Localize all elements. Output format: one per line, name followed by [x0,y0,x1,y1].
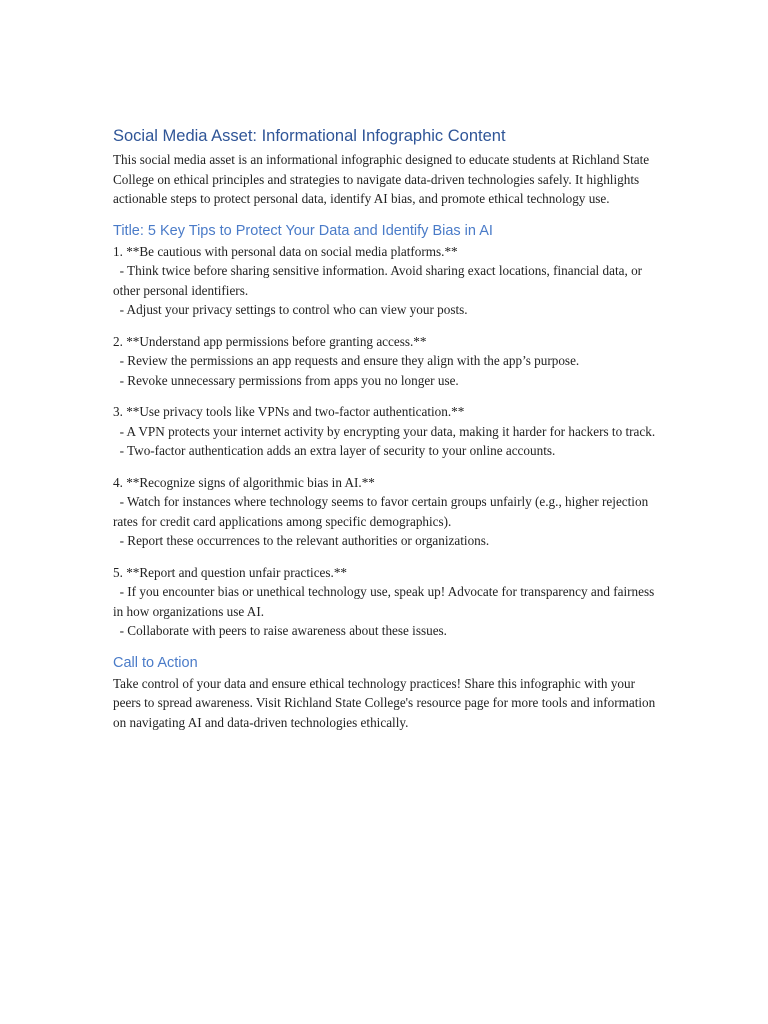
cta-title: Call to Action [113,654,198,671]
tip-point: - If you encounter bias or unethical technology use, speak up! Advocate for transparency and fairness in how organizations use AI. [113,584,655,619]
tip-point: - Collaborate with peers to raise awareness about these issues. [113,623,447,638]
tip-item [113,402,658,461]
tip-point: - Report these occurrences to the relevant authorities or organizations. [113,533,490,548]
tip-item [113,563,658,641]
tip-point: - Think twice before sharing sensitive information. Avoid sharing exact locations, financial data, or other personal identifiers. [113,263,643,298]
tip-item [113,332,658,391]
tip-heading: 4. **Recognize signs of algorithmic bias in AI.** [113,474,375,490]
tip-heading: 1. **Be cautious with personal data on social media platforms.** [113,243,458,259]
document-heading: Social Media Asset: Informational Infographic Content [113,127,506,145]
tip-heading: 2. **Understand app permissions before granting access.** [113,333,427,349]
tip-heading: 3. **Use privacy tools like VPNs and two-factor authentication.** [113,404,465,419]
tips-title: Title: 5 Key Tips to Protect Your Data and Identify Bias in AI [113,222,493,239]
tips-list [113,242,658,641]
tip-point: - Two-factor authentication adds an extra layer of security to your online accounts. [113,443,556,458]
cta-paragraph: Take control of your data and ensure ethical technology practices! Share this infographic with your peers to spread awareness. Visit Richland State College's resource page for more tools and information on navigating AI and data-driven technologies ethically. [113,675,656,730]
intro-paragraph: This social media asset is an informational infographic designed to educate students at Richland State College on ethical principles and strategies to navigate data-driven technologies safely. It highlights actionable steps to protect personal data, identify AI bias, and promote ethical technology use. [113,152,650,206]
tip-heading: 5. **Report and question unfair practices.** [113,564,348,580]
tip-point: - Adjust your privacy settings to control who can view your posts. [113,302,468,317]
document-page [113,125,658,732]
tip-item [113,473,658,551]
tip-point: - Revoke unnecessary permissions from apps you no longer use. [113,372,459,388]
tip-point: - Review the permissions an app requests and ensure they align with the app’s purpose. [113,353,580,368]
tip-point: - A VPN protects your internet activity by encrypting your data, making it harder for hackers to track. [113,423,656,439]
tip-point: - Watch for instances where technology seems to favor certain groups unfairly (e.g., higher rejection rates for credit card applications among specific demographics). [113,494,649,529]
tip-item [113,242,658,320]
